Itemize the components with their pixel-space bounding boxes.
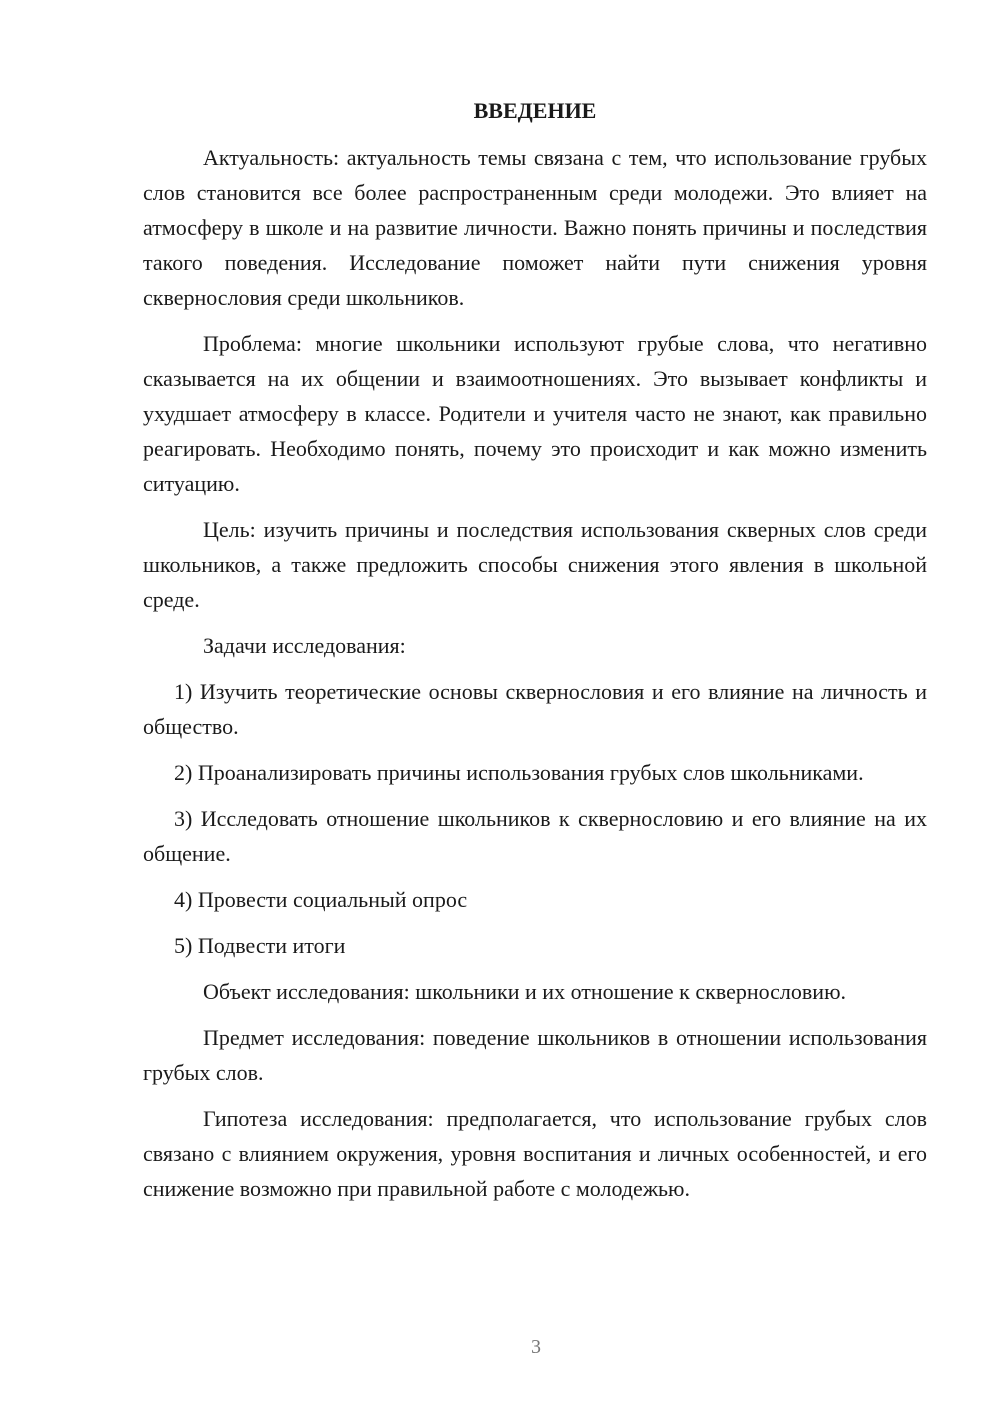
task-item-2: 2) Проанализировать причины использования грубых слов школьниками. [174, 760, 864, 785]
problem-paragraph: Проблема: многие школьники используют грубые слова, что негативно сказывается на их общении и взаимоотношениях. Это вызывает конфликты и ухудшает атмосферу в классе. Родители и учителя часто не знают, как правильно реагировать. Необходимо понять, почему это происходит и как можно изменить ситуацию. [143, 331, 927, 496]
tasks-heading: Задачи исследования: [203, 633, 406, 658]
relevance-paragraph: Актуальность: актуальность темы связана с тем, что использование грубых слов становится все более распространенным среди молодежи. Это влияет на атмосферу в школе и на развитие личности. Важно понять причины и последствия такого поведения. Исследование поможет найти пути снижения уровня сквернословия среди школьников. [143, 145, 927, 310]
hypothesis-paragraph: Гипотеза исследования: предполагается, что использование грубых слов связано с влиянием окружения, уровня воспитания и личных особенностей, и его снижение возможно при правильной работе с молодежью. [143, 1106, 927, 1201]
page-number: 3 [531, 1336, 541, 1358]
task-item-5: 5) Подвести итоги [174, 933, 346, 958]
object-paragraph: Объект исследования: школьники и их отношение к сквернословию. [203, 979, 847, 1004]
task-item-4: 4) Провести социальный опрос [174, 887, 468, 912]
task-item-1: 1) Изучить теоретические основы сквернословия и его влияние на личность и общество. [143, 679, 927, 739]
goal-paragraph: Цель: изучить причины и последствия использования скверных слов среди школьников, а также предложить способы снижения этого явления в школьной среде. [143, 517, 927, 612]
section-title: ВВЕДЕНИЕ [473, 98, 597, 123]
page-content [143, 93, 927, 1217]
task-item-3: 3) Исследовать отношение школьников к сквернословию и его влияние на их общение. [143, 806, 927, 866]
subject-paragraph: Предмет исследования: поведение школьников в отношении использования грубых слов. [143, 1025, 927, 1085]
